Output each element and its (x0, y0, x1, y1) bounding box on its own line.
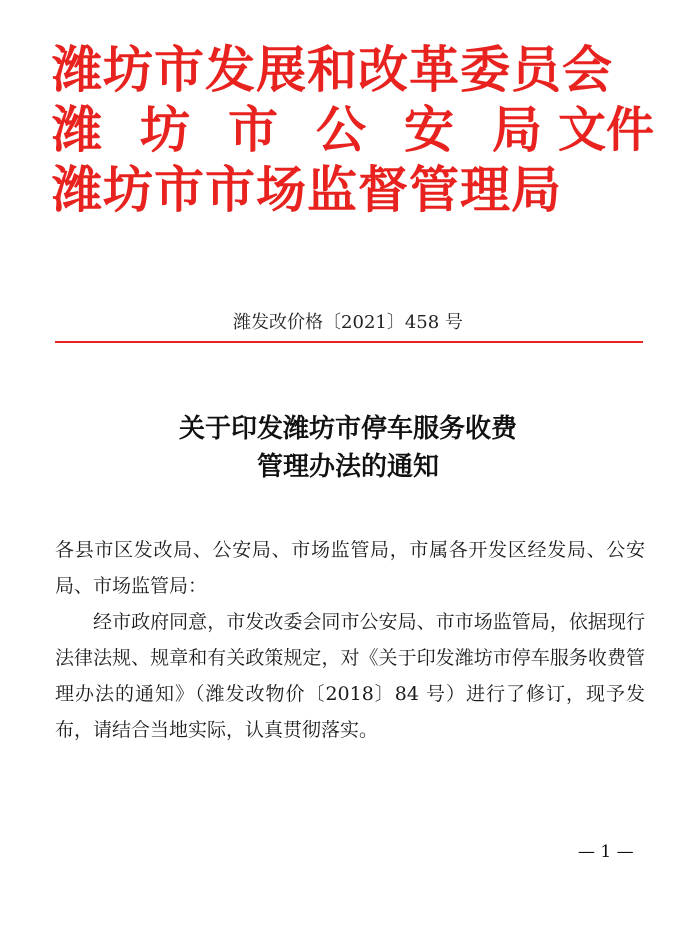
title-line-2: 管理办法的通知 (256, 452, 439, 482)
page-number: — 1 — (578, 842, 634, 862)
document-number: 潍发改价格〔2021〕458 号 (233, 312, 463, 333)
title-line-1: 关于印发潍坊市停车服务收费 (178, 414, 517, 444)
issuer-market-supervision: 潍坊市市场监督管理局 (52, 160, 562, 219)
issuer-ndrc: 潍坊市发展和改革委员会 (52, 40, 613, 99)
document-header (52, 40, 655, 220)
issuer-public-security: 潍坊市公安局 (52, 100, 580, 159)
document-title (0, 410, 696, 486)
red-divider (55, 341, 643, 343)
document-suffix: 文件 (558, 102, 655, 158)
document-body (55, 532, 645, 748)
recipients: 各县市区发改局、公安局、市场监管局，市属各开发区经发局、公安局、市场监管局： (55, 539, 645, 597)
body-paragraph: 经市政府同意，市发改委会同市公安局、市市场监管局，依据现行法律法规、规章和有关政策规定，对《关于印发潍坊市停车服务收费管理办法的通知》（潍发改物价〔2018〕84 号）进行了修订，现予发布，请结合当地实际，认真贯彻落实。 (55, 611, 645, 741)
